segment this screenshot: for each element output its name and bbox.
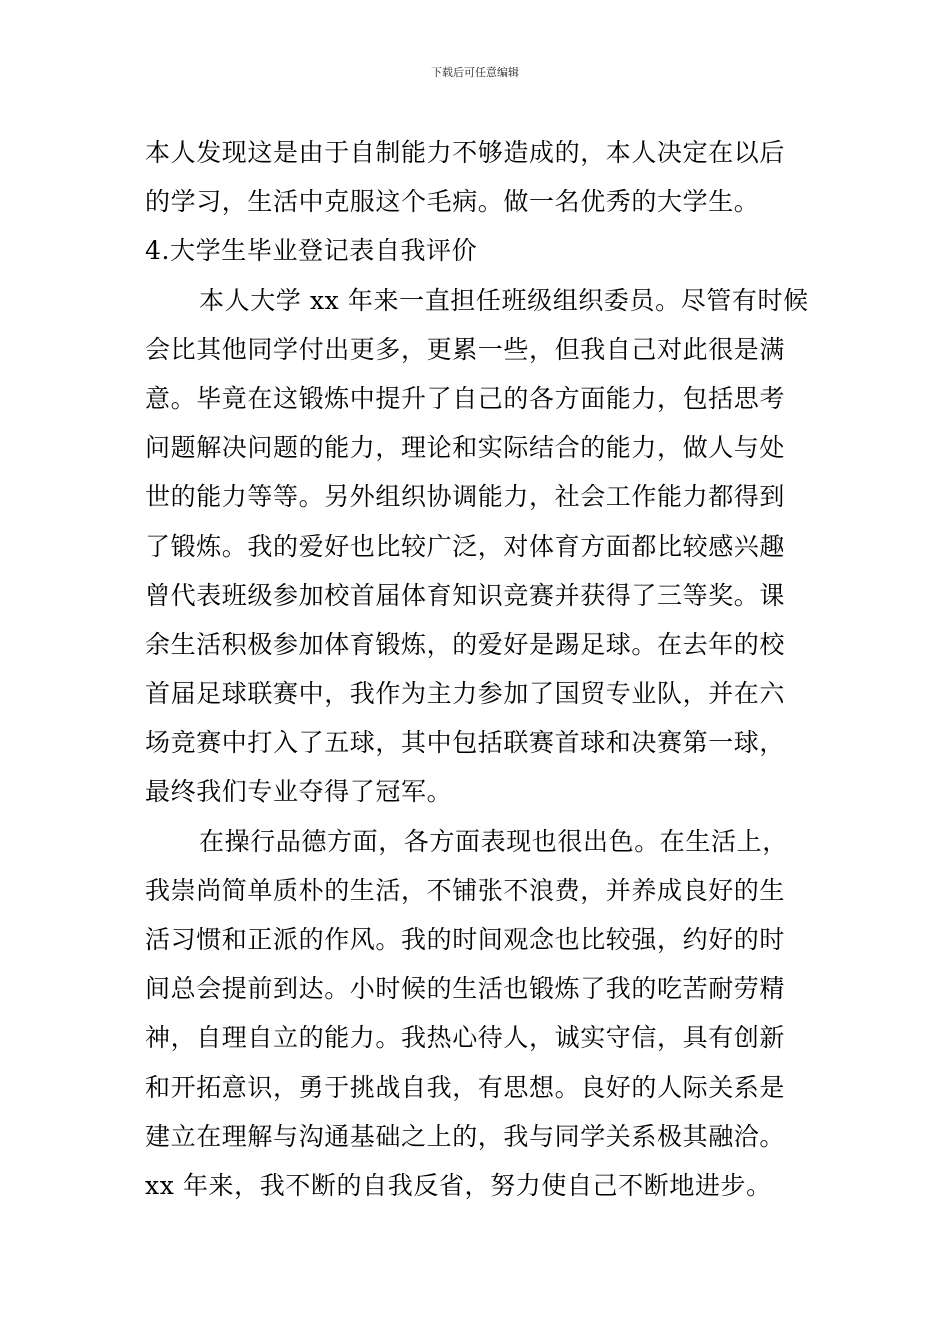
text-line: 最终我们专业夺得了冠军。 (145, 777, 453, 807)
text-line: 场竞赛中打入了五球，其中包括联赛首球和决赛第一球， (145, 728, 786, 758)
text-line: 建立在理解与沟通基础之上的，我与同学关系极其融洽。 (145, 1121, 786, 1151)
text-line: 曾代表班级参加校首届体育知识竞赛并获得了三等奖。课 (145, 580, 786, 610)
text-line: 和开拓意识，勇于挑战自我，有思想。良好的人际关系是 (145, 1072, 786, 1102)
section-heading: 4.大学生毕业登记表自我评价 (145, 236, 478, 266)
text-line: 问题解决问题的能力，理论和实际结合的能力，做人与处 (145, 433, 786, 463)
paragraph-start: 本人大学 xx 年来一直担任班级组织委员。尽管有时候 (199, 285, 809, 315)
text-line: 了锻炼。我的爱好也比较广泛，对体育方面都比较感兴趣 (145, 531, 786, 561)
text-line: 会比其他同学付出更多，更累一些，但我自己对此很是满 (145, 334, 786, 364)
text-line: 世的能力等等。另外组织协调能力，社会工作能力都得到 (145, 482, 786, 512)
text-line: 神，自理自立的能力。我热心待人，诚实守信，具有创新 (145, 1023, 786, 1053)
text-line: 间总会提前到达。小时候的生活也锻炼了我的吃苦耐劳精 (145, 974, 786, 1004)
text-line: 我崇尚简单质朴的生活，不铺张不浪费，并养成良好的生 (145, 875, 786, 905)
text-line: 活习惯和正派的作风。我的时间观念也比较强，约好的时 (145, 925, 786, 954)
text-line: 的学习，生活中克服这个毛病。做一名优秀的大学生。 (145, 187, 760, 217)
page-header: 下载后可任意编辑 (431, 66, 519, 79)
paragraph-start: 在操行品德方面，各方面表现也很出色。在生活上， (199, 826, 788, 856)
text-line: 首届足球联赛中，我作为主力参加了国贸专业队，并在六 (145, 679, 786, 709)
document-body (145, 128, 835, 1210)
text-line: xx 年来，我不断的自我反省，努力使自己不断地进步。 (145, 1170, 772, 1200)
text-line: 意。毕竟在这锻炼中提升了自己的各方面能力，包括思考 (145, 383, 786, 413)
text-line: 余生活积极参加体育锻炼，的爱好是踢足球。在去年的校 (145, 629, 786, 659)
text-line: 本人发现这是由于自制能力不够造成的，本人决定在以后 (145, 138, 786, 167)
